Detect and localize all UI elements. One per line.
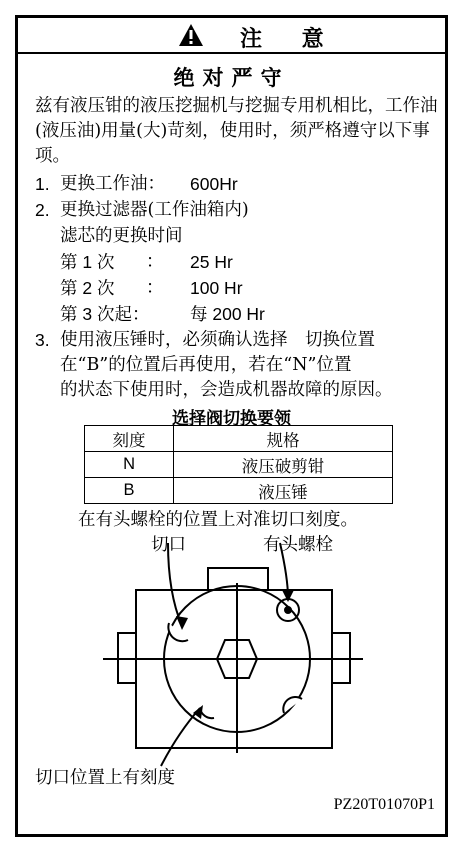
item-3-line: 的状态下使用时，会造成机器故障的原因。 — [60, 380, 393, 400]
schedule-label: 第 1 次 — [60, 252, 115, 272]
schedule-value: 25 Hr — [190, 252, 233, 272]
warning-label — [15, 15, 448, 837]
item-3-line: 在“B”的位置后再使用，若在“N”位置 — [60, 355, 352, 375]
part-code: PZ20T01070P1 — [333, 796, 435, 813]
item-1-value: 600Hr — [190, 174, 238, 194]
item-3-line: 使用液压锤时，必须确认选择 切换位置 — [60, 330, 375, 350]
table-header-cell: 规格 — [174, 426, 393, 452]
selector-valve-diagram — [18, 18, 445, 834]
notch-label: 切口 — [151, 535, 186, 555]
table-cell: B — [85, 478, 174, 504]
schedule-value: 100 Hr — [190, 278, 243, 298]
warning-title: 注 意 — [240, 26, 340, 52]
schedule-label: 第 2 次 — [60, 278, 115, 298]
schedule-value: 每 200 Hr — [190, 304, 265, 324]
item-2-number: 2. — [35, 200, 50, 220]
schedule-separator: ： — [146, 252, 164, 272]
schedule-separator: ： — [146, 278, 164, 298]
schedule-label: 第 3 次起： — [60, 304, 150, 324]
bolt-label: 有头螺栓 — [263, 535, 333, 555]
valve-table-title: 选择阀切换要领 — [172, 409, 291, 429]
motto: 绝对严守 — [173, 65, 290, 90]
item-1-text: 更换工作油： — [60, 174, 165, 194]
item-2-text: 更换过滤器(工作油箱内) — [60, 200, 249, 220]
table-cell: 液压破剪钳 — [174, 452, 393, 478]
item-1-number: 1. — [35, 174, 50, 194]
alignment-note: 在有头螺栓的位置上对准切口刻度。 — [78, 510, 358, 530]
item-2-subtext: 滤芯的更换时间 — [60, 226, 183, 246]
table-header-cell: 刻度 — [85, 426, 174, 452]
intro-paragraph: 兹有液压钳的液压挖掘机与挖掘专用机相比，工作油(液压油)用量(大)苛刻，使用时，须严格遵守以下事项。 — [35, 96, 438, 166]
table-cell: N — [85, 452, 174, 478]
item-3-number: 3. — [35, 330, 50, 350]
mark-label: 切口位置上有刻度 — [35, 768, 175, 788]
table-cell: 液压锤 — [174, 478, 393, 504]
